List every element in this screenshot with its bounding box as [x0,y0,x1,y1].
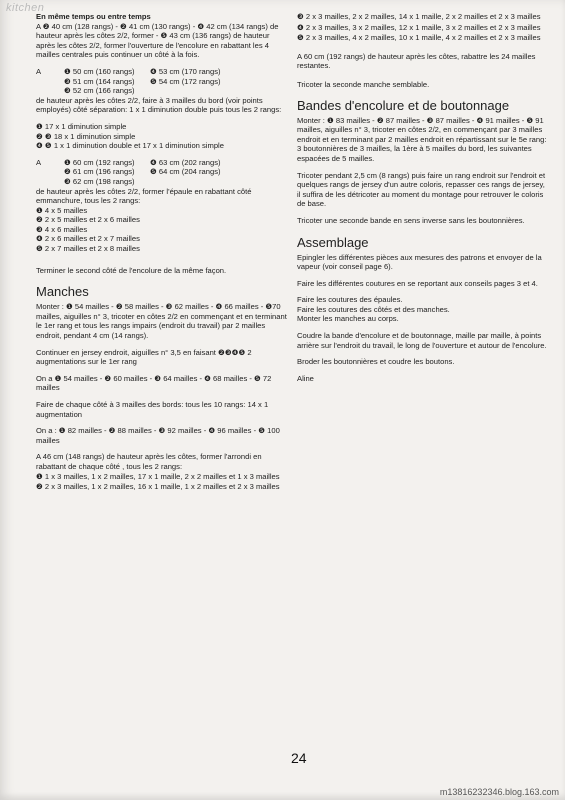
list-item: ❹ ❺ 1 x 1 diminution double et 17 x 1 diminution simple [36,141,224,151]
paragraph: Monter : ❶ 83 mailles - ❷ 87 mailles - ❸ 87 mailles - ❹ 91 mailles - ❺ 91 mailles, aiguilles n° 3, tricoter en côtes 2/2, en commençant par 3 mailles endroit et en terminant par 2 mailles endroit en répartissant sur le 5e rang: 3 boutonnières de 3 mailles, la 1ère à 5 mailles du bord, les suivantes espacées de 5 mailles. [297,115,547,163]
paragraph: A ❷ 40 cm (128 rangs) - ❷ 41 cm (130 rangs) - ❹ 42 cm (134 rangs) de hauteur après les côtes 2/2, former - ❺ 43 cm (136 rangs) de hauteur après les côtes 2/2, former l'ouverture de l'encolure en rabattant les 4 mailles centrales puis continuer un côté à la fois. [36,21,279,60]
paragraph: ❺ 2 x 3 mailles, 4 x 2 mailles, 10 x 1 maille, 4 x 2 mailles et 2 x 3 mailles [297,33,541,43]
paragraph: Epingler les différentes pièces aux mesures des patrons et envoyer de la vapeur (voir conseil page 6). [297,252,542,272]
section-title-bandes: Bandes d'encolure et de boutonnage [297,97,510,113]
sizes-block-2 [36,158,289,187]
paragraph: Faire de chaque côté à 3 mailles des bords: tous les 10 rangs: 14 x 1 augmentation [36,400,269,419]
size-line: ❸ 52 cm (166 rangs) [64,86,135,96]
paragraph: On a ❶ 54 mailles - ❷ 60 mailles - ❸ 64 mailles - ❹ 68 mailles - ❺ 72 mailles [36,373,272,393]
paragraph: ❷ 2 x 3 mailles, 1 x 2 mailles, 16 x 1 maille, 1 x 2 mailles et 2 x 3 mailles [36,482,280,492]
size-label: A [36,157,42,167]
list-2 [36,206,289,254]
paragraph: de hauteur après les côtes 2/2, faire à 3 mailles du bord (voir points employés) côté séparation: 1 x 1 diminution double puis tous les 2 rangs: [36,95,282,115]
size-column-2 [150,67,260,96]
watermark-top: kitchen [6,2,45,14]
assembly-steps [297,295,549,324]
paragraph: On a : ❶ 82 mailles - ❷ 88 mailles - ❸ 92 mailles - ❹ 96 mailles - ❺ 100 mailles [36,426,280,445]
size-line: ❷ 61 cm (196 rangs) [64,167,135,177]
list-item: Monter les manches au corps. [297,314,399,324]
size-label: A [36,66,42,76]
size-line: ❹ 53 cm (170 rangs) [150,66,221,76]
size-line: ❶ 50 cm (160 rangs) [64,66,135,76]
left-column [36,12,289,499]
size-column-1 [64,158,150,187]
signature: Aline [297,373,314,383]
size-line: ❸ 62 cm (198 rangs) [64,176,135,186]
right-column [297,12,549,390]
list-item: ❸ 4 x 6 mailles [36,224,88,234]
list-item: ❹ 2 x 6 mailles et 2 x 7 mailles [36,234,140,244]
paragraph: Faire les différentes coutures en se reportant aux conseils pages 3 et 4. [297,278,538,288]
paragraph: ❹ 2 x 3 mailles, 3 x 2 mailles, 12 x 1 maille, 3 x 2 mailles et 2 x 3 mailles [297,22,541,32]
sizes-block-1 [36,67,289,96]
paragraph: Tricoter pendant 2,5 cm (8 rangs) puis faire un rang endroit sur l'endroit et quelques rangs de jersey d'un autre coloris, repasser ces rangs de jersey, il suffira de les détricoter au moment du montage pour retrouver le coloris de base. [297,170,546,209]
size-line: ❺ 64 cm (204 rangs) [150,167,221,177]
list-item: Faire les coutures des épaules. [297,295,403,305]
size-line: ❶ 60 cm (192 rangs) [64,157,135,167]
section-title-manches: Manches [36,284,89,300]
paragraph: Continuer en jersey endroit, aiguilles n° 3,5 en faisant ❷❸❹❺ 2 augmentations sur le 1er rang [36,347,252,367]
section-title-assemblage: Assemblage [297,234,369,250]
paragraph: ❶ 1 x 3 mailles, 1 x 2 mailles, 17 x 1 maille, 2 x 2 mailles et 1 x 3 mailles [36,471,280,481]
paragraph: Tricoter la seconde manche semblable. [297,79,430,89]
watermark-bottom: m13816232346.blog.163.com [439,787,559,797]
size-column-1 [64,67,150,96]
paragraph: Terminer le second côté de l'encolure de la même façon. [36,265,227,275]
list-1 [36,122,289,151]
paragraph: Monter : ❶ 54 mailles - ❷ 58 mailles - ❸ 62 mailles - ❹ 66 mailles - ❺70 mailles, aiguilles n° 3, tricoter en côtes 2/2 en commençant et en terminant le 1er rang et tous les rangs impairs (endroit du travail) par 2 mailles endroit, pendant 4 cm (14 rangs). [36,302,287,341]
paragraph: de hauteur après les côtes 2/2, former l'épaule en rabattant côté emmanchure, tous les 2 rangs: [36,186,252,206]
paragraph: ❸ 2 x 3 mailles, 2 x 2 mailles, 14 x 1 maille, 2 x 2 mailles et 2 x 3 mailles [297,12,541,21]
list-item: ❺ 2 x 7 mailles et 2 x 8 mailles [36,244,140,254]
size-column-2 [150,158,260,187]
size-line: ❺ 54 cm (172 rangs) [150,76,221,86]
paragraph: A 60 cm (192 rangs) de hauteur après les côtes, rabattre les 24 mailles restantes. [297,51,536,71]
page-number: 24 [291,750,307,766]
list-item: ❶ 17 x 1 diminution simple [36,121,127,131]
paragraph: Broder les boutonnières et coudre les boutons. [297,357,455,367]
paragraph: A 46 cm (148 rangs) de hauteur après les côtes, former l'arrondi en rabattant de chaque côté , tous les 2 rangs: [36,452,262,471]
heading-small: En même temps ou entre temps [36,12,151,21]
size-line: ❸ 51 cm (164 rangs) [64,76,135,86]
paragraph: Coudre la bande d'encolure et de boutonnage, maille par maille, à points arrière sur l'endroit du travail, le long de l'ouverture et autour de l'encolure. [297,331,547,350]
list-item: ❷ 2 x 5 mailles et 2 x 6 mailles [36,215,140,225]
list-item: Faire les coutures des côtés et des manches. [297,304,450,314]
list-item: ❶ 4 x 5 mailles [36,205,88,215]
size-line: ❹ 63 cm (202 rangs) [150,157,221,167]
paragraph: Tricoter une seconde bande en sens inverse sans les boutonnières. [297,215,525,225]
list-item: ❷ ❸ 18 x 1 diminution simple [36,131,136,141]
